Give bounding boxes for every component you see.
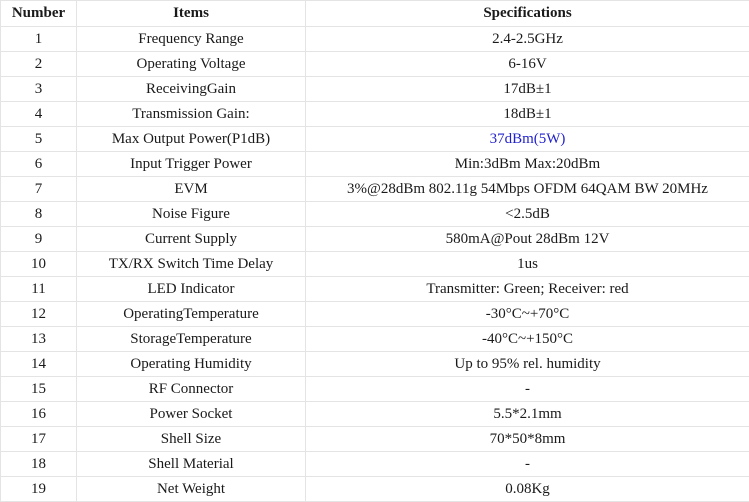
row-specification: 0.08Kg: [306, 477, 749, 502]
table-row: [1, 27, 749, 52]
row-number: 18: [1, 452, 77, 477]
row-specification[interactable]: 37dBm(5W): [306, 127, 749, 152]
table-row: [1, 452, 749, 477]
row-item: ReceivingGain: [77, 77, 306, 102]
row-item: Current Supply: [77, 227, 306, 252]
header-number: Number: [1, 1, 77, 27]
table-row: [1, 227, 749, 252]
table-body: [1, 27, 749, 502]
row-item: Max Output Power(P1dB): [77, 127, 306, 152]
row-item: Power Socket: [77, 402, 306, 427]
table-row: [1, 352, 749, 377]
header-items: Items: [77, 1, 306, 27]
row-item: Frequency Range: [77, 27, 306, 52]
row-specification: -: [306, 452, 749, 477]
table-row: [1, 77, 749, 102]
row-number: 4: [1, 102, 77, 127]
row-specification: Up to 95% rel. humidity: [306, 352, 749, 377]
row-specification: 2.4-2.5GHz: [306, 27, 749, 52]
table-row: [1, 52, 749, 77]
row-specification: 18dB±1: [306, 102, 749, 127]
row-number: 19: [1, 477, 77, 502]
table-row: [1, 177, 749, 202]
row-specification: -40°C~+150°C: [306, 327, 749, 352]
row-number: 17: [1, 427, 77, 452]
row-number: 9: [1, 227, 77, 252]
table-row: [1, 202, 749, 227]
table-row: [1, 152, 749, 177]
row-number: 16: [1, 402, 77, 427]
table-row: [1, 302, 749, 327]
row-number: 10: [1, 252, 77, 277]
row-item: Shell Material: [77, 452, 306, 477]
row-number: 6: [1, 152, 77, 177]
row-number: 14: [1, 352, 77, 377]
row-item: Operating Voltage: [77, 52, 306, 77]
row-number: 13: [1, 327, 77, 352]
row-number: 5: [1, 127, 77, 152]
row-number: 12: [1, 302, 77, 327]
row-number: 15: [1, 377, 77, 402]
row-item: Net Weight: [77, 477, 306, 502]
row-item: Operating Humidity: [77, 352, 306, 377]
row-specification: -: [306, 377, 749, 402]
row-item: TX/RX Switch Time Delay: [77, 252, 306, 277]
table-row: [1, 327, 749, 352]
row-specification: Transmitter: Green; Receiver: red: [306, 277, 749, 302]
row-number: 3: [1, 77, 77, 102]
row-item: Transmission Gain:: [77, 102, 306, 127]
row-item: Input Trigger Power: [77, 152, 306, 177]
row-specification: Min:3dBm Max:20dBm: [306, 152, 749, 177]
row-item: Noise Figure: [77, 202, 306, 227]
header-specifications: Specifications: [306, 1, 749, 27]
row-number: 7: [1, 177, 77, 202]
table-row: [1, 102, 749, 127]
row-specification: 580mA@Pout 28dBm 12V: [306, 227, 749, 252]
row-specification: 3%@28dBm 802.11g 54Mbps OFDM 64QAM BW 20MHz: [306, 177, 749, 202]
row-specification: <2.5dB: [306, 202, 749, 227]
row-item: EVM: [77, 177, 306, 202]
row-specification: -30°C~+70°C: [306, 302, 749, 327]
row-specification: 17dB±1: [306, 77, 749, 102]
table-row: [1, 427, 749, 452]
row-specification: 70*50*8mm: [306, 427, 749, 452]
row-specification: 1us: [306, 252, 749, 277]
table-row: [1, 377, 749, 402]
table-row: [1, 477, 749, 502]
header-row: [1, 1, 749, 27]
table-row: [1, 402, 749, 427]
table-row: [1, 277, 749, 302]
row-number: 2: [1, 52, 77, 77]
row-number: 1: [1, 27, 77, 52]
row-item: OperatingTemperature: [77, 302, 306, 327]
row-item: RF Connector: [77, 377, 306, 402]
row-item: StorageTemperature: [77, 327, 306, 352]
row-number: 8: [1, 202, 77, 227]
row-specification: 6-16V: [306, 52, 749, 77]
row-item: LED Indicator: [77, 277, 306, 302]
table-row: [1, 252, 749, 277]
row-specification: 5.5*2.1mm: [306, 402, 749, 427]
row-number: 11: [1, 277, 77, 302]
row-item: Shell Size: [77, 427, 306, 452]
table-row: [1, 127, 749, 152]
